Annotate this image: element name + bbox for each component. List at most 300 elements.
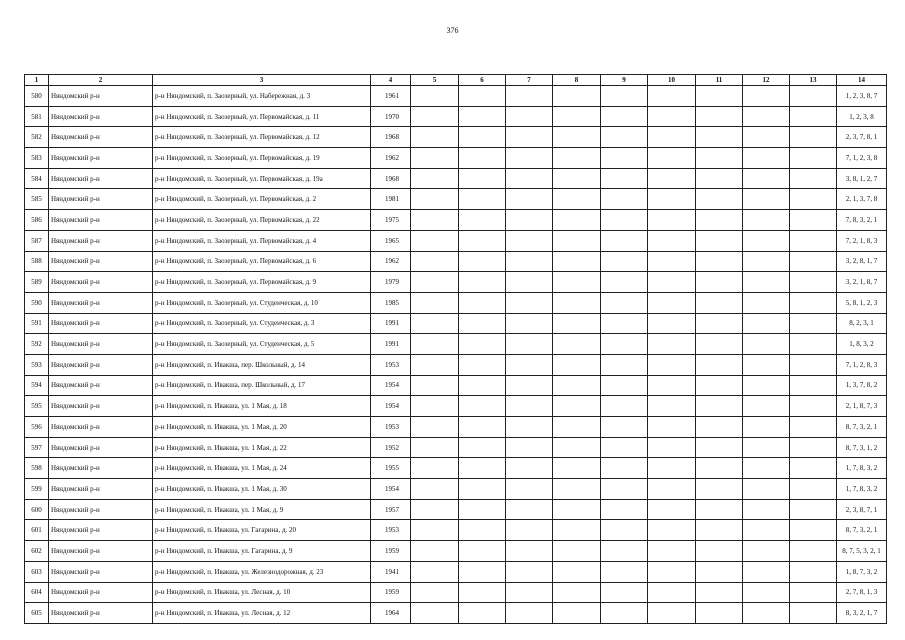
table-row xyxy=(25,272,887,293)
district-cell: Няндомский р-н xyxy=(49,272,153,293)
empty-cell-col-12 xyxy=(743,375,790,396)
address-cell: р-н Няндомский, п. Ивакша, ул. 1 Мая, д. 18 xyxy=(153,396,371,417)
empty-cell-col-11 xyxy=(696,417,743,438)
row-number-cell: 584 xyxy=(25,168,49,189)
empty-cell-col-10 xyxy=(648,292,696,313)
empty-cell-col-11 xyxy=(696,354,743,375)
empty-cell-col-5 xyxy=(411,210,459,231)
column-14-cell: 1, 7, 8, 3, 2 xyxy=(837,479,887,500)
row-number-cell: 597 xyxy=(25,437,49,458)
empty-cell-col-5 xyxy=(411,561,459,582)
district-cell: Няндомский р-н xyxy=(49,437,153,458)
empty-cell-col-9 xyxy=(601,396,648,417)
empty-cell-col-5 xyxy=(411,458,459,479)
empty-cell-col-12 xyxy=(743,189,790,210)
empty-cell-col-5 xyxy=(411,313,459,334)
year-cell: 1953 xyxy=(371,354,411,375)
year-cell: 1959 xyxy=(371,582,411,603)
empty-cell-col-11 xyxy=(696,396,743,417)
year-cell: 1991 xyxy=(371,334,411,355)
empty-cell-col-10 xyxy=(648,230,696,251)
empty-cell-col-10 xyxy=(648,313,696,334)
district-cell: Няндомский р-н xyxy=(49,520,153,541)
empty-cell-col-6 xyxy=(459,292,506,313)
row-number-cell: 605 xyxy=(25,603,49,624)
empty-cell-col-9 xyxy=(601,251,648,272)
empty-cell-col-13 xyxy=(790,561,837,582)
address-cell: р-н Няндомский, п. Ивакша, ул. 1 Мая, д. 22 xyxy=(153,437,371,458)
empty-cell-col-12 xyxy=(743,168,790,189)
empty-cell-col-11 xyxy=(696,292,743,313)
address-cell: р-н Няндомский, п. Ивакша, пер. Школьный, д. 14 xyxy=(153,354,371,375)
table-row xyxy=(25,561,887,582)
empty-cell-col-10 xyxy=(648,106,696,127)
empty-cell-col-7 xyxy=(506,189,553,210)
empty-cell-col-6 xyxy=(459,106,506,127)
empty-cell-col-10 xyxy=(648,437,696,458)
empty-cell-col-7 xyxy=(506,541,553,562)
empty-cell-col-12 xyxy=(743,603,790,624)
empty-cell-col-9 xyxy=(601,479,648,500)
empty-cell-col-13 xyxy=(790,334,837,355)
empty-cell-col-13 xyxy=(790,189,837,210)
column-14-cell: 8, 3, 2, 1, 7 xyxy=(837,603,887,624)
empty-cell-col-12 xyxy=(743,458,790,479)
column-14-cell: 8, 7, 3, 1, 2 xyxy=(837,437,887,458)
year-cell: 1941 xyxy=(371,561,411,582)
empty-cell-col-12 xyxy=(743,230,790,251)
empty-cell-col-13 xyxy=(790,354,837,375)
empty-cell-col-7 xyxy=(506,148,553,169)
column-header-14: 14 xyxy=(837,75,887,86)
empty-cell-col-8 xyxy=(553,437,601,458)
table-row xyxy=(25,86,887,107)
empty-cell-col-6 xyxy=(459,437,506,458)
empty-cell-col-6 xyxy=(459,354,506,375)
empty-cell-col-11 xyxy=(696,251,743,272)
district-cell: Няндомский р-н xyxy=(49,458,153,479)
table-row xyxy=(25,251,887,272)
column-14-cell: 2, 1, 3, 7, 8 xyxy=(837,189,887,210)
empty-cell-col-8 xyxy=(553,541,601,562)
year-cell: 1991 xyxy=(371,313,411,334)
empty-cell-col-5 xyxy=(411,292,459,313)
empty-cell-col-11 xyxy=(696,210,743,231)
empty-cell-col-6 xyxy=(459,582,506,603)
empty-cell-col-5 xyxy=(411,334,459,355)
address-cell: р-н Няндомский, п. Ивакша, ул. Гагарина, д. 20 xyxy=(153,520,371,541)
address-cell: р-н Няндомский, п. Ивакша, ул. Гагарина, д. 9 xyxy=(153,541,371,562)
empty-cell-col-13 xyxy=(790,86,837,107)
table-row xyxy=(25,168,887,189)
row-number-cell: 596 xyxy=(25,417,49,438)
empty-cell-col-13 xyxy=(790,251,837,272)
empty-cell-col-7 xyxy=(506,499,553,520)
column-14-cell: 1, 3, 7, 8, 2 xyxy=(837,375,887,396)
table-row xyxy=(25,479,887,500)
empty-cell-col-11 xyxy=(696,86,743,107)
column-14-cell: 7, 1, 2, 3, 8 xyxy=(837,148,887,169)
column-14-cell: 1, 7, 8, 3, 2 xyxy=(837,458,887,479)
table-row xyxy=(25,396,887,417)
table-row xyxy=(25,520,887,541)
table-row xyxy=(25,313,887,334)
empty-cell-col-10 xyxy=(648,396,696,417)
empty-cell-col-5 xyxy=(411,272,459,293)
empty-cell-col-13 xyxy=(790,396,837,417)
row-number-cell: 600 xyxy=(25,499,49,520)
empty-cell-col-7 xyxy=(506,458,553,479)
column-14-cell: 8, 7, 3, 2, 1 xyxy=(837,417,887,438)
empty-cell-col-13 xyxy=(790,437,837,458)
column-header-7: 7 xyxy=(506,75,553,86)
column-14-cell: 1, 2, 3, 8, 7 xyxy=(837,86,887,107)
address-cell: р-н Няндомский, п. Заозерный, ул. Первомайская, д. 4 xyxy=(153,230,371,251)
empty-cell-col-10 xyxy=(648,334,696,355)
empty-cell-col-5 xyxy=(411,251,459,272)
empty-cell-col-11 xyxy=(696,106,743,127)
empty-cell-col-11 xyxy=(696,582,743,603)
empty-cell-col-10 xyxy=(648,251,696,272)
row-number-cell: 588 xyxy=(25,251,49,272)
column-header-11: 11 xyxy=(696,75,743,86)
column-14-cell: 1, 8, 7, 3, 2 xyxy=(837,561,887,582)
column-header-1: 1 xyxy=(25,75,49,86)
year-cell: 1968 xyxy=(371,127,411,148)
empty-cell-col-12 xyxy=(743,148,790,169)
empty-cell-col-8 xyxy=(553,479,601,500)
empty-cell-col-9 xyxy=(601,313,648,334)
district-cell: Няндомский р-н xyxy=(49,479,153,500)
address-cell: р-н Няндомский, п. Заозерный, ул. Первомайская, д. 19 xyxy=(153,148,371,169)
column-header-8: 8 xyxy=(553,75,601,86)
empty-cell-col-11 xyxy=(696,541,743,562)
empty-cell-col-9 xyxy=(601,86,648,107)
address-cell: р-н Няндомский, п. Ивакша, ул. 1 Мая, д. 30 xyxy=(153,479,371,500)
column-14-cell: 8, 7, 3, 2, 1 xyxy=(837,520,887,541)
district-cell: Няндомский р-н xyxy=(49,582,153,603)
empty-cell-col-9 xyxy=(601,458,648,479)
empty-cell-col-9 xyxy=(601,375,648,396)
year-cell: 1965 xyxy=(371,230,411,251)
empty-cell-col-9 xyxy=(601,603,648,624)
empty-cell-col-10 xyxy=(648,520,696,541)
empty-cell-col-7 xyxy=(506,437,553,458)
year-cell: 1952 xyxy=(371,437,411,458)
empty-cell-col-8 xyxy=(553,354,601,375)
empty-cell-col-8 xyxy=(553,292,601,313)
empty-cell-col-13 xyxy=(790,582,837,603)
empty-cell-col-12 xyxy=(743,541,790,562)
empty-cell-col-7 xyxy=(506,106,553,127)
table-row xyxy=(25,334,887,355)
empty-cell-col-12 xyxy=(743,272,790,293)
row-number-cell: 601 xyxy=(25,520,49,541)
empty-cell-col-6 xyxy=(459,86,506,107)
table-row xyxy=(25,210,887,231)
empty-cell-col-9 xyxy=(601,582,648,603)
address-cell: р-н Няндомский, п. Заозерный, ул. Первомайская, д. 12 xyxy=(153,127,371,148)
empty-cell-col-10 xyxy=(648,479,696,500)
empty-cell-col-6 xyxy=(459,561,506,582)
empty-cell-col-7 xyxy=(506,334,553,355)
row-number-cell: 603 xyxy=(25,561,49,582)
empty-cell-col-6 xyxy=(459,189,506,210)
empty-cell-col-10 xyxy=(648,148,696,169)
empty-cell-col-12 xyxy=(743,354,790,375)
empty-cell-col-12 xyxy=(743,437,790,458)
empty-cell-col-7 xyxy=(506,479,553,500)
address-cell: р-н Няндомский, п. Заозерный, ул. Первомайская, д. 6 xyxy=(153,251,371,272)
year-cell: 1962 xyxy=(371,251,411,272)
column-14-cell: 2, 1, 8, 7, 3 xyxy=(837,396,887,417)
empty-cell-col-6 xyxy=(459,417,506,438)
empty-cell-col-10 xyxy=(648,541,696,562)
district-cell: Няндомский р-н xyxy=(49,189,153,210)
row-number-cell: 598 xyxy=(25,458,49,479)
empty-cell-col-7 xyxy=(506,251,553,272)
empty-cell-col-5 xyxy=(411,520,459,541)
empty-cell-col-12 xyxy=(743,582,790,603)
empty-cell-col-11 xyxy=(696,148,743,169)
empty-cell-col-8 xyxy=(553,375,601,396)
empty-cell-col-10 xyxy=(648,603,696,624)
empty-cell-col-12 xyxy=(743,520,790,541)
address-cell: р-н Няндомский, п. Заозерный, ул. Первомайская, д. 11 xyxy=(153,106,371,127)
empty-cell-col-5 xyxy=(411,375,459,396)
empty-cell-col-8 xyxy=(553,520,601,541)
empty-cell-col-9 xyxy=(601,189,648,210)
empty-cell-col-12 xyxy=(743,127,790,148)
empty-cell-col-13 xyxy=(790,417,837,438)
column-14-cell: 2, 3, 8, 7, 1 xyxy=(837,499,887,520)
empty-cell-col-7 xyxy=(506,127,553,148)
empty-cell-col-9 xyxy=(601,499,648,520)
row-number-cell: 593 xyxy=(25,354,49,375)
empty-cell-col-12 xyxy=(743,292,790,313)
empty-cell-col-10 xyxy=(648,417,696,438)
empty-cell-col-13 xyxy=(790,230,837,251)
address-cell: р-н Няндомский, п. Заозерный, ул. Первомайская, д. 2 xyxy=(153,189,371,210)
empty-cell-col-6 xyxy=(459,313,506,334)
empty-cell-col-12 xyxy=(743,86,790,107)
empty-cell-col-6 xyxy=(459,603,506,624)
empty-cell-col-11 xyxy=(696,230,743,251)
column-14-cell: 7, 1, 2, 8, 3 xyxy=(837,354,887,375)
column-header-6: 6 xyxy=(459,75,506,86)
empty-cell-col-5 xyxy=(411,354,459,375)
address-cell: р-н Няндомский, п. Ивакша, ул. Лесная, д. 12 xyxy=(153,603,371,624)
district-cell: Няндомский р-н xyxy=(49,168,153,189)
empty-cell-col-8 xyxy=(553,106,601,127)
empty-cell-col-7 xyxy=(506,603,553,624)
row-number-cell: 599 xyxy=(25,479,49,500)
empty-cell-col-8 xyxy=(553,189,601,210)
row-number-cell: 602 xyxy=(25,541,49,562)
empty-cell-col-12 xyxy=(743,499,790,520)
empty-cell-col-12 xyxy=(743,417,790,438)
empty-cell-col-11 xyxy=(696,561,743,582)
year-cell: 1970 xyxy=(371,106,411,127)
empty-cell-col-5 xyxy=(411,106,459,127)
table-row xyxy=(25,106,887,127)
empty-cell-col-12 xyxy=(743,313,790,334)
column-14-cell: 3, 2, 1, 8, 7 xyxy=(837,272,887,293)
empty-cell-col-13 xyxy=(790,127,837,148)
empty-cell-col-13 xyxy=(790,479,837,500)
row-number-cell: 591 xyxy=(25,313,49,334)
column-header-13: 13 xyxy=(790,75,837,86)
empty-cell-col-6 xyxy=(459,210,506,231)
address-cell: р-н Няндомский, п. Заозерный, ул. Первомайская, д. 22 xyxy=(153,210,371,231)
address-cell: р-н Няндомский, п. Заозерный, ул. Студенческая, д. 3 xyxy=(153,313,371,334)
empty-cell-col-5 xyxy=(411,417,459,438)
empty-cell-col-6 xyxy=(459,375,506,396)
district-cell: Няндомский р-н xyxy=(49,210,153,231)
district-cell: Няндомский р-н xyxy=(49,396,153,417)
empty-cell-col-7 xyxy=(506,582,553,603)
empty-cell-col-8 xyxy=(553,603,601,624)
empty-cell-col-12 xyxy=(743,210,790,231)
empty-cell-col-12 xyxy=(743,251,790,272)
empty-cell-col-9 xyxy=(601,354,648,375)
page-number: 376 xyxy=(446,26,459,35)
address-cell: р-н Няндомский, п. Заозерный, ул. Набережная, д. 3 xyxy=(153,86,371,107)
empty-cell-col-13 xyxy=(790,375,837,396)
empty-cell-col-6 xyxy=(459,479,506,500)
empty-cell-col-7 xyxy=(506,520,553,541)
district-cell: Няндомский р-н xyxy=(49,375,153,396)
empty-cell-col-10 xyxy=(648,272,696,293)
empty-cell-col-11 xyxy=(696,603,743,624)
address-cell: р-н Няндомский, п. Ивакша, пер. Школьный, д. 17 xyxy=(153,375,371,396)
empty-cell-col-12 xyxy=(743,106,790,127)
empty-cell-col-8 xyxy=(553,582,601,603)
empty-cell-col-6 xyxy=(459,230,506,251)
row-number-cell: 595 xyxy=(25,396,49,417)
empty-cell-col-7 xyxy=(506,354,553,375)
empty-cell-col-6 xyxy=(459,272,506,293)
empty-cell-col-13 xyxy=(790,541,837,562)
empty-cell-col-9 xyxy=(601,210,648,231)
empty-cell-col-10 xyxy=(648,354,696,375)
address-cell: р-н Няндомский, п. Ивакша, ул. 1 Мая, д. 20 xyxy=(153,417,371,438)
year-cell: 1964 xyxy=(371,603,411,624)
empty-cell-col-7 xyxy=(506,86,553,107)
district-cell: Няндомский р-н xyxy=(49,292,153,313)
district-cell: Няндомский р-н xyxy=(49,251,153,272)
address-cell: р-н Няндомский, п. Заозерный, ул. Первомайская, д. 9 xyxy=(153,272,371,293)
empty-cell-col-9 xyxy=(601,168,648,189)
table-row xyxy=(25,230,887,251)
empty-cell-col-7 xyxy=(506,417,553,438)
table-body xyxy=(25,86,887,624)
empty-cell-col-11 xyxy=(696,189,743,210)
empty-cell-col-9 xyxy=(601,417,648,438)
empty-cell-col-10 xyxy=(648,168,696,189)
empty-cell-col-8 xyxy=(553,334,601,355)
table-row xyxy=(25,499,887,520)
year-cell: 1985 xyxy=(371,292,411,313)
table-row xyxy=(25,375,887,396)
empty-cell-col-11 xyxy=(696,375,743,396)
table-row xyxy=(25,458,887,479)
district-cell: Няндомский р-н xyxy=(49,313,153,334)
column-header-12: 12 xyxy=(743,75,790,86)
column-14-cell: 7, 2, 1, 8, 3 xyxy=(837,230,887,251)
year-cell: 1959 xyxy=(371,541,411,562)
empty-cell-col-11 xyxy=(696,479,743,500)
row-number-cell: 580 xyxy=(25,86,49,107)
row-number-cell: 582 xyxy=(25,127,49,148)
empty-cell-col-13 xyxy=(790,272,837,293)
district-cell: Няндомский р-н xyxy=(49,541,153,562)
row-number-cell: 586 xyxy=(25,210,49,231)
empty-cell-col-11 xyxy=(696,520,743,541)
column-header-9: 9 xyxy=(601,75,648,86)
table-row xyxy=(25,189,887,210)
table-row xyxy=(25,437,887,458)
column-14-cell: 2, 3, 7, 8, 1 xyxy=(837,127,887,148)
empty-cell-col-13 xyxy=(790,313,837,334)
column-header-2: 2 xyxy=(49,75,153,86)
empty-cell-col-7 xyxy=(506,375,553,396)
empty-cell-col-5 xyxy=(411,127,459,148)
empty-cell-col-5 xyxy=(411,168,459,189)
empty-cell-col-6 xyxy=(459,499,506,520)
empty-cell-col-8 xyxy=(553,168,601,189)
district-cell: Няндомский р-н xyxy=(49,86,153,107)
row-number-cell: 594 xyxy=(25,375,49,396)
empty-cell-col-5 xyxy=(411,86,459,107)
empty-cell-col-9 xyxy=(601,292,648,313)
empty-cell-col-8 xyxy=(553,313,601,334)
housing-table xyxy=(24,74,887,624)
column-14-cell: 2, 7, 8, 1, 3 xyxy=(837,582,887,603)
empty-cell-col-7 xyxy=(506,396,553,417)
empty-cell-col-8 xyxy=(553,561,601,582)
address-cell: р-н Няндомский, п. Заозерный, ул. Студенческая, д. 10 xyxy=(153,292,371,313)
year-cell: 1953 xyxy=(371,520,411,541)
empty-cell-col-9 xyxy=(601,334,648,355)
year-cell: 1955 xyxy=(371,458,411,479)
empty-cell-col-8 xyxy=(553,86,601,107)
empty-cell-col-13 xyxy=(790,520,837,541)
district-cell: Няндомский р-н xyxy=(49,230,153,251)
empty-cell-col-7 xyxy=(506,561,553,582)
row-number-cell: 585 xyxy=(25,189,49,210)
empty-cell-col-9 xyxy=(601,148,648,169)
empty-cell-col-11 xyxy=(696,458,743,479)
row-number-cell: 604 xyxy=(25,582,49,603)
empty-cell-col-5 xyxy=(411,230,459,251)
empty-cell-col-9 xyxy=(601,561,648,582)
table-row xyxy=(25,417,887,438)
empty-cell-col-13 xyxy=(790,210,837,231)
column-14-cell: 1, 8, 3, 2 xyxy=(837,334,887,355)
empty-cell-col-13 xyxy=(790,458,837,479)
empty-cell-col-5 xyxy=(411,437,459,458)
empty-cell-col-6 xyxy=(459,251,506,272)
empty-cell-col-12 xyxy=(743,396,790,417)
column-header-3: 3 xyxy=(153,75,371,86)
empty-cell-col-12 xyxy=(743,561,790,582)
district-cell: Няндомский р-н xyxy=(49,417,153,438)
year-cell: 1954 xyxy=(371,479,411,500)
year-cell: 1979 xyxy=(371,272,411,293)
table-row xyxy=(25,603,887,624)
empty-cell-col-6 xyxy=(459,541,506,562)
